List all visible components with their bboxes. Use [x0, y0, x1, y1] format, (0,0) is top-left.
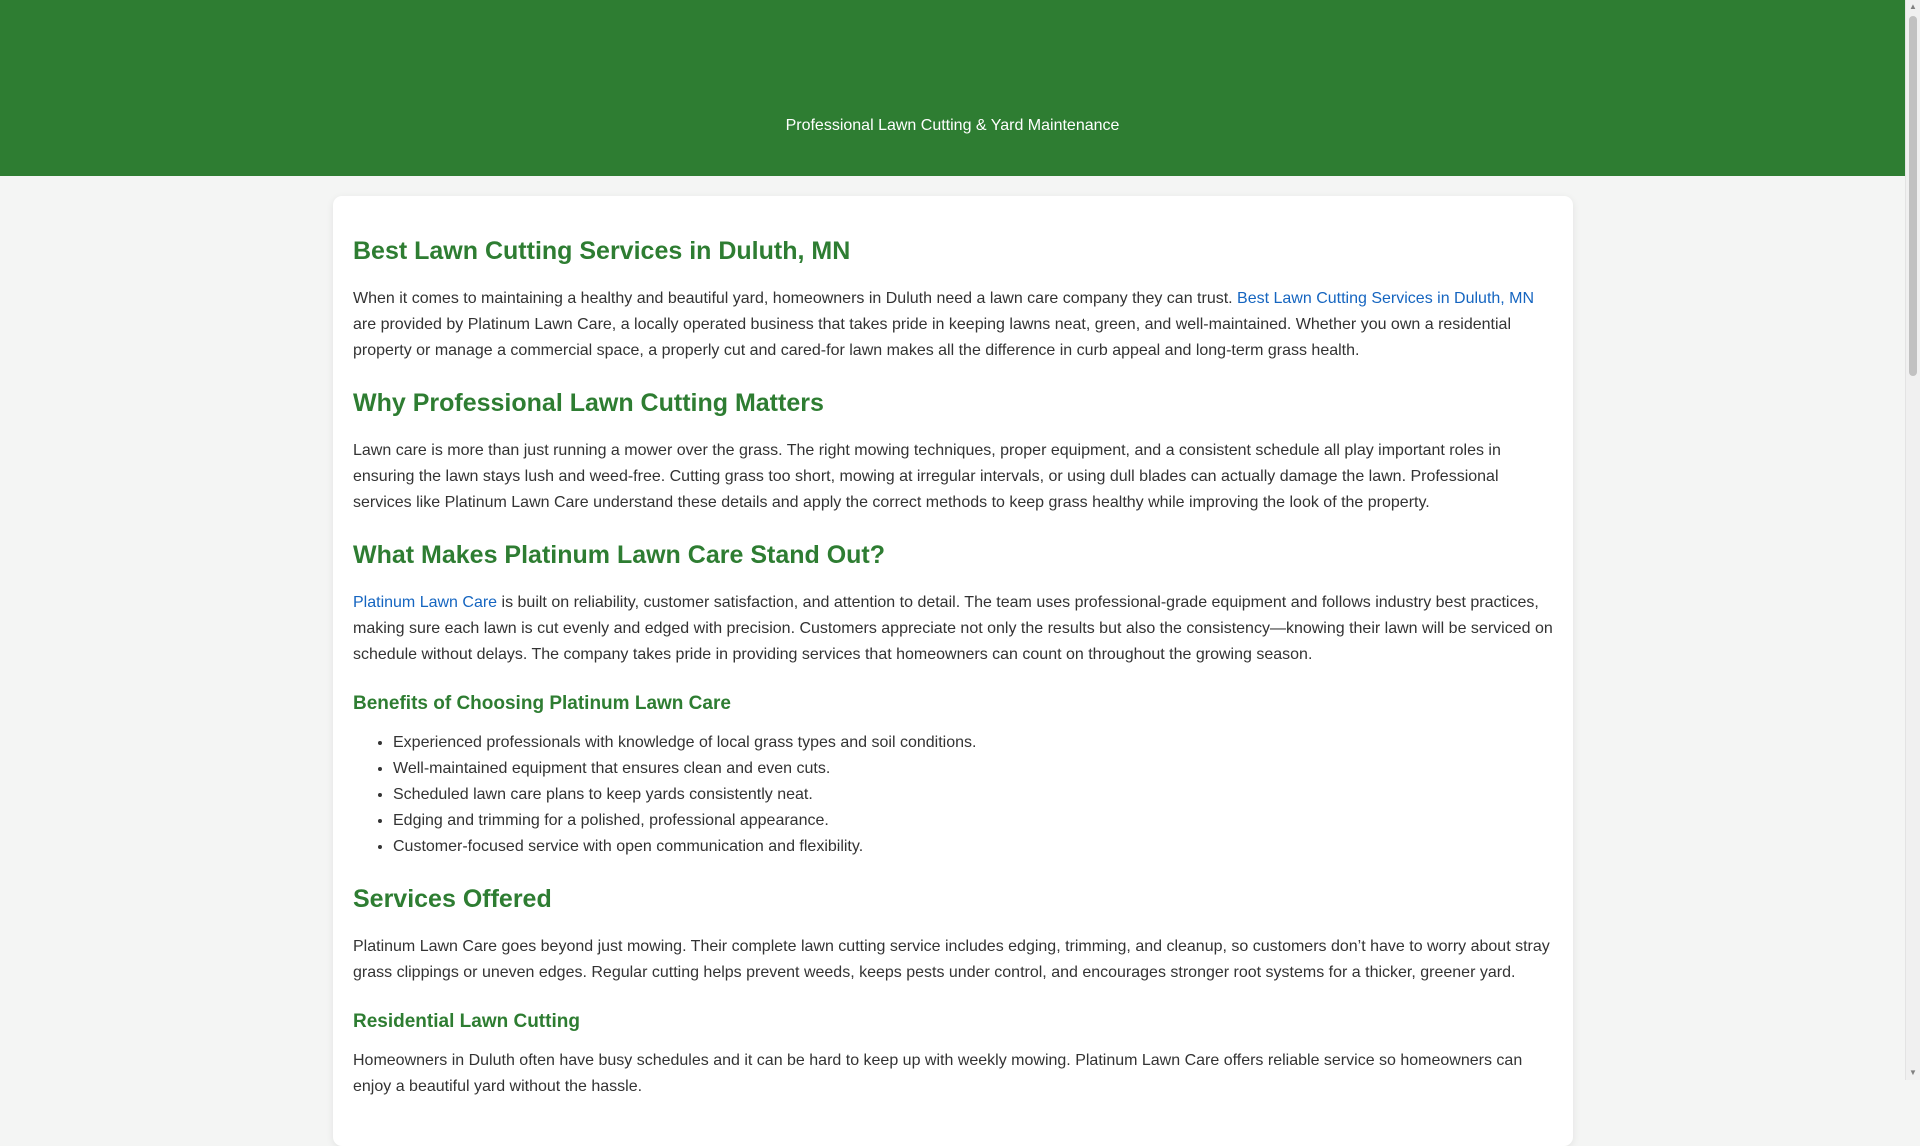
article-card: [333, 196, 1573, 1146]
stand-out-text: is built on reliability, customer satisfaction, and attention to detail. The team uses professional-grade equipment and follows industry best practices, making sure each lawn is cut evenly and edged with precision. Customers appreciate not only the results but also the consistency—knowing their lawn will be serviced on schedule without delays. The company takes pride in providing services that homeowners can count on throughout the growing season.: [353, 594, 1553, 663]
site-header: [0, 0, 1905, 176]
intro-text-b: are provided by Platinum Lawn Care, a locally operated business that takes pride in keeping lawns neat, green, and well-maintained. Whether you own a residential property or manage a commercial space, a properly cut and cared-for lawn makes all the difference in curb appeal and long-term grass health.: [353, 316, 1511, 359]
benefits-list-item: • Experienced professionals with knowledge of local grass types and soil conditions.: [393, 730, 1555, 756]
vertical-scrollbar[interactable]: [1905, 0, 1920, 1080]
heading-benefits: Benefits of Choosing Platinum Lawn Care: [353, 693, 731, 714]
scroll-up-arrow-icon[interactable]: ▲: [1909, 2, 1917, 11]
stand-out-paragraph: [353, 590, 1555, 668]
residential-paragraph: Homeowners in Duluth often have busy schedules and it can be hard to keep up with weekly mowing. Platinum Lawn Care offers reliable service so homeowners can enjoy a beautiful yard without the hassle.: [353, 1052, 1523, 1095]
heading-why-professional: Why Professional Lawn Cutting Matters: [353, 389, 824, 417]
services-paragraph: Platinum Lawn Care goes beyond just mowing. Their complete lawn cutting service includes edging, trimming, and cleanup, so customers don’t have to worry about stray grass clippings or uneven edges. Regular cutting helps prevent weeds, keeps pests under control, and encourages stronger root systems for a thicker, greener yard.: [353, 938, 1550, 981]
why-paragraph: Lawn care is more than just running a mower over the grass. The right mowing techniques, proper equipment, and a consistent schedule all play important roles in ensuring the lawn stays lush and weed-free. Cutting grass too short, mowing at irregular intervals, or using dull blades can actually damage the lawn. Professional services like Platinum Lawn Care understand these details and apply the correct methods to keep grass healthy while improving the look of the property.: [353, 442, 1501, 511]
benefits-list-item: • Scheduled lawn care plans to keep yards consistently neat.: [393, 782, 1555, 808]
heading-stand-out: What Makes Platinum Lawn Care Stand Out?: [353, 541, 886, 569]
intro-paragraph: [353, 286, 1555, 364]
intro-text-a: When it comes to maintaining a healthy and beautiful yard, homeowners in Duluth need a lawn care company they can trust.: [353, 290, 1238, 307]
site-tagline: Professional Lawn Cutting & Yard Maintenance: [785, 117, 1120, 134]
benefits-list-item: • Customer-focused service with open communication and flexibility.: [393, 834, 1555, 860]
heading-services-offered: Services Offered: [353, 885, 552, 913]
heading-best-lawn-cutting: Best Lawn Cutting Services in Duluth, MN: [353, 237, 851, 265]
scroll-down-arrow-icon[interactable]: ▼: [1909, 1068, 1917, 1077]
article-content: [353, 236, 1555, 1124]
platinum-lawn-care-link[interactable]: Platinum Lawn Care: [353, 594, 498, 611]
scrollbar-thumb[interactable]: [1909, 16, 1917, 376]
benefits-list-item: • Edging and trimming for a polished, professional appearance.: [393, 808, 1555, 834]
best-lawn-cutting-link[interactable]: Best Lawn Cutting Services in Duluth, MN: [1237, 290, 1535, 307]
benefits-list-item: • Well-maintained equipment that ensures clean and even cuts.: [393, 756, 1555, 782]
benefits-list: [353, 730, 1555, 860]
heading-residential: Residential Lawn Cutting: [353, 1011, 580, 1032]
